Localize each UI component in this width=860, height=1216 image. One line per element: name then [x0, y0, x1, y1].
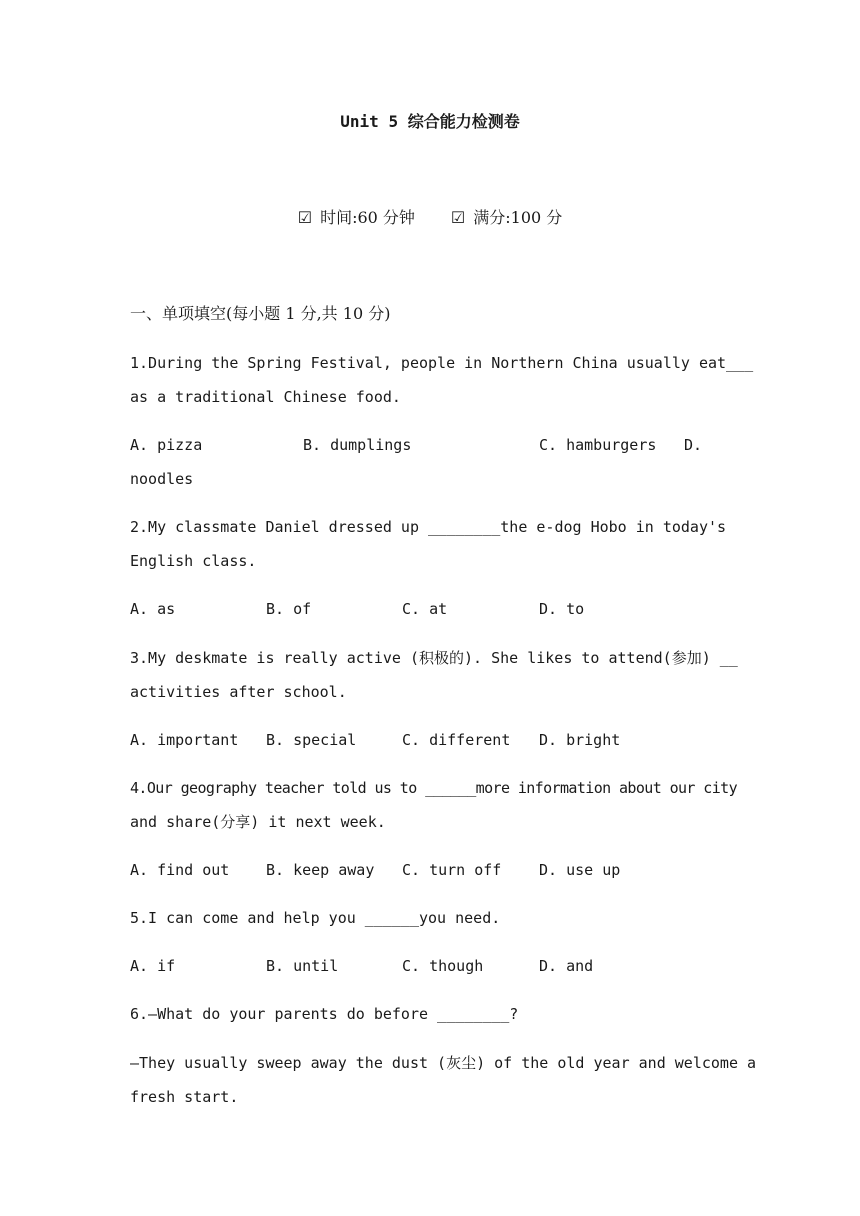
option-b: B. of — [266, 600, 312, 618]
question-5-line-1: 5.I can come and help you ______you need. — [130, 909, 501, 927]
question-3-options — [130, 728, 740, 752]
section-heading: 一、单项填空(每小题 1 分,共 10 分) — [130, 304, 391, 323]
option-c: C. different — [402, 731, 511, 749]
option-a: A. find out — [130, 861, 230, 879]
option-d: D. use up — [539, 861, 621, 879]
question-6-line-3: fresh start. — [130, 1088, 239, 1106]
option-a: A. pizza — [130, 436, 203, 454]
option-b: B. until — [266, 957, 339, 975]
question-5-options — [130, 954, 740, 978]
question-6-line-2: —They usually sweep away the dust (灰尘) of the old year and welcome a — [130, 1054, 757, 1072]
option-c: C. though — [402, 957, 484, 975]
time-label: 时间:60 分钟 — [320, 208, 415, 227]
question-3-line-2: activities after school. — [130, 683, 347, 701]
option-c: C. turn off — [402, 861, 502, 879]
question-1-line-2: as a traditional Chinese food. — [130, 388, 401, 406]
option-d: D. bright — [539, 731, 621, 749]
checkbox-icon: ☑ — [450, 208, 466, 227]
question-2-options — [130, 597, 740, 621]
option-c: C. at — [402, 600, 448, 618]
page-title: Unit 5 综合能力检测卷 — [340, 112, 520, 131]
option-b: B. keep away — [266, 861, 375, 879]
option-a: A. important — [130, 731, 239, 749]
option-b: B. special — [266, 731, 357, 749]
question-2-line-1: 2.My classmate Daniel dressed up ________the e-dog Hobo in today's — [130, 518, 727, 536]
question-6-line-1: 6.—What do your parents do before ________? — [130, 1005, 519, 1023]
question-4-line-1: 4.Our geography teacher told us to ______more information about our city — [130, 779, 738, 797]
option-d: D. — [684, 436, 703, 454]
option-a: A. as — [130, 600, 176, 618]
checkbox-icon: ☑ — [297, 208, 313, 227]
exam-meta — [0, 206, 860, 230]
option-d: D. and — [539, 957, 594, 975]
option-c: C. hamburgers — [539, 436, 657, 454]
option-a: A. if — [130, 957, 176, 975]
option-d: D. to — [539, 600, 585, 618]
score-info — [451, 206, 562, 230]
question-1-line-1: 1.During the Spring Festival, people in Northern China usually eat___ — [130, 354, 754, 372]
question-3-line-1: 3.My deskmate is really active (积极的). She likes to attend(参加) __ — [130, 649, 738, 667]
question-4-options — [130, 858, 740, 882]
option-d-continued: noodles — [130, 470, 194, 488]
time-info — [298, 206, 415, 230]
question-4-line-2: and share(分享) it next week. — [130, 813, 386, 831]
question-2-line-2: English class. — [130, 552, 257, 570]
question-1-options — [130, 433, 740, 457]
option-b: B. dumplings — [303, 436, 412, 454]
score-label: 满分:100 分 — [473, 208, 563, 227]
